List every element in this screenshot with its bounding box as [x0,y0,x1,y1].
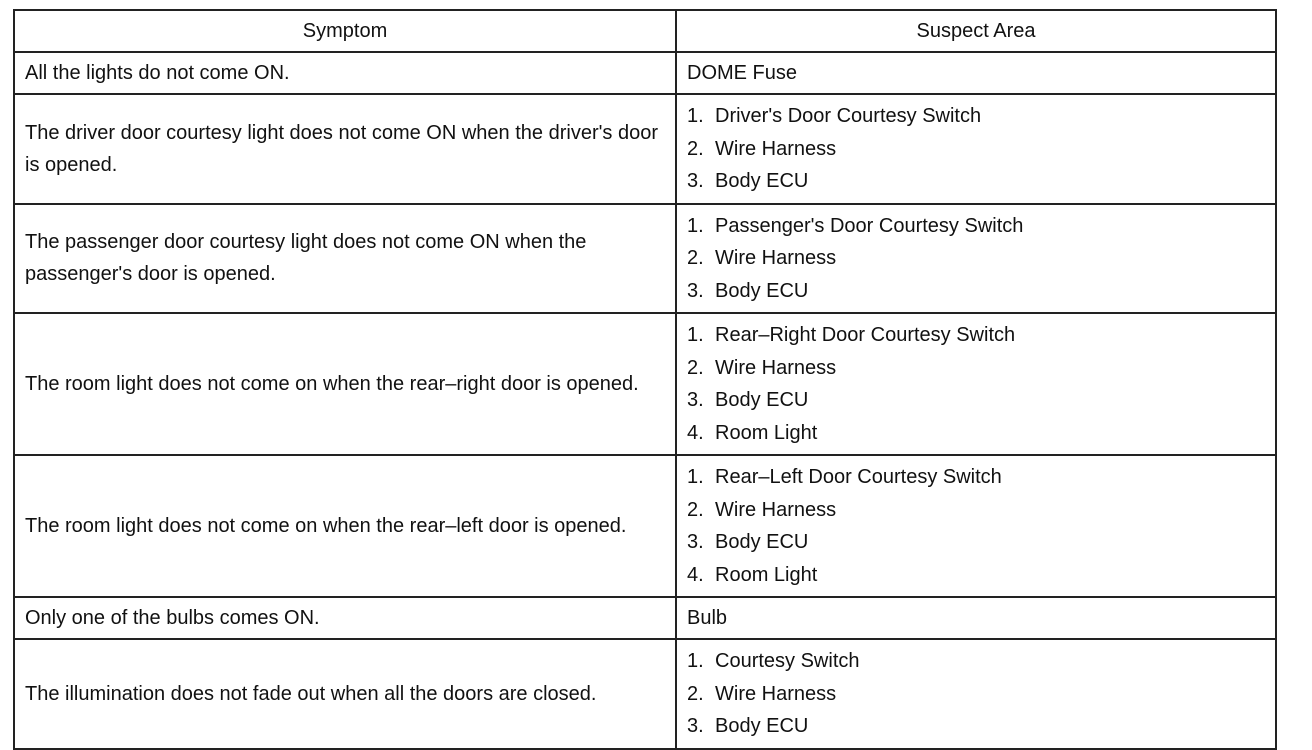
table-row [14,313,1276,455]
table-row [14,597,1276,639]
item-text: Body ECU [715,715,809,737]
item-number: 1. [687,214,704,237]
item-text: Body ECU [715,170,809,192]
item-number: 3. [687,170,704,192]
item-text: Wire Harness [715,137,837,160]
item-text: Rear–Left Door Courtesy Switch [715,466,1002,488]
table-row [14,52,1276,94]
list-item [687,417,1265,450]
symptom-cell: The room light does not come on when the rear–right door is opened. [14,313,676,455]
suspect-area-list [687,100,1265,198]
item-number: 2. [687,356,704,379]
item-text: Wire Harness [715,247,837,269]
suspect-area-list [687,461,1265,591]
suspect-area-cell: DOME Fuse [676,52,1276,94]
list-item [687,352,1265,385]
suspect-area-list [687,319,1265,449]
list-item [687,645,1265,678]
item-text: Courtesy Switch [715,650,860,672]
item-text: Body ECU [715,279,809,302]
item-text: Rear–Right Door Courtesy Switch [715,324,1016,346]
list-item [687,678,1265,711]
suspect-area-cell [676,94,1276,204]
suspect-area-cell [676,313,1276,455]
item-number: 1. [687,650,704,672]
list-item [687,710,1265,743]
symptom-cell: The room light does not come on when the rear–left door is opened. [14,455,676,597]
list-item [687,559,1265,592]
suspect-area-cell [676,639,1276,749]
suspect-area-list [687,210,1265,308]
suspect-area-cell [676,204,1276,314]
item-text: Wire Harness [715,498,837,521]
troubleshooting-table [13,9,1277,750]
list-item [687,242,1265,275]
list-item [687,461,1265,494]
item-text: Body ECU [715,531,809,553]
item-text: Wire Harness [715,356,837,379]
item-number: 2. [687,498,704,521]
list-item [687,319,1265,352]
symptom-cell: All the lights do not come ON. [14,52,676,94]
item-text: Room Light [715,421,818,444]
item-number: 3. [687,389,704,411]
list-item [687,494,1265,527]
symptom-cell: The illumination does not fade out when all the doors are closed. [14,639,676,749]
symptom-column-header: Symptom [14,10,676,52]
item-number: 4. [687,421,704,444]
item-number: 2. [687,137,704,160]
suspect-area-column-header: Suspect Area [676,10,1276,52]
item-number: 2. [687,247,704,269]
item-number: 1. [687,324,704,346]
table-row [14,639,1276,749]
item-number: 3. [687,279,704,302]
symptom-cell: The passenger door courtesy light does not come ON when the passenger's door is opened. [14,204,676,314]
table-row [14,204,1276,314]
suspect-area-cell: Bulb [676,597,1276,639]
list-item [687,526,1265,559]
list-item [687,210,1265,243]
table-header-row [14,10,1276,52]
list-item [687,275,1265,308]
item-text: Driver's Door Courtesy Switch [715,105,982,127]
item-number: 3. [687,715,704,737]
item-number: 2. [687,682,704,705]
item-text: Body ECU [715,389,809,411]
list-item [687,165,1265,198]
list-item [687,384,1265,417]
suspect-area-list [687,645,1265,743]
table-row [14,455,1276,597]
list-item [687,133,1265,166]
item-number: 3. [687,531,704,553]
suspect-area-cell [676,455,1276,597]
symptom-cell: The driver door courtesy light does not come ON when the driver's door is opened. [14,94,676,204]
table-row [14,94,1276,204]
item-number: 1. [687,466,704,488]
item-number: 1. [687,105,704,127]
symptom-cell: Only one of the bulbs comes ON. [14,597,676,639]
item-text: Wire Harness [715,682,837,705]
item-number: 4. [687,563,704,586]
item-text: Passenger's Door Courtesy Switch [715,214,1024,237]
list-item [687,100,1265,133]
item-text: Room Light [715,563,818,586]
